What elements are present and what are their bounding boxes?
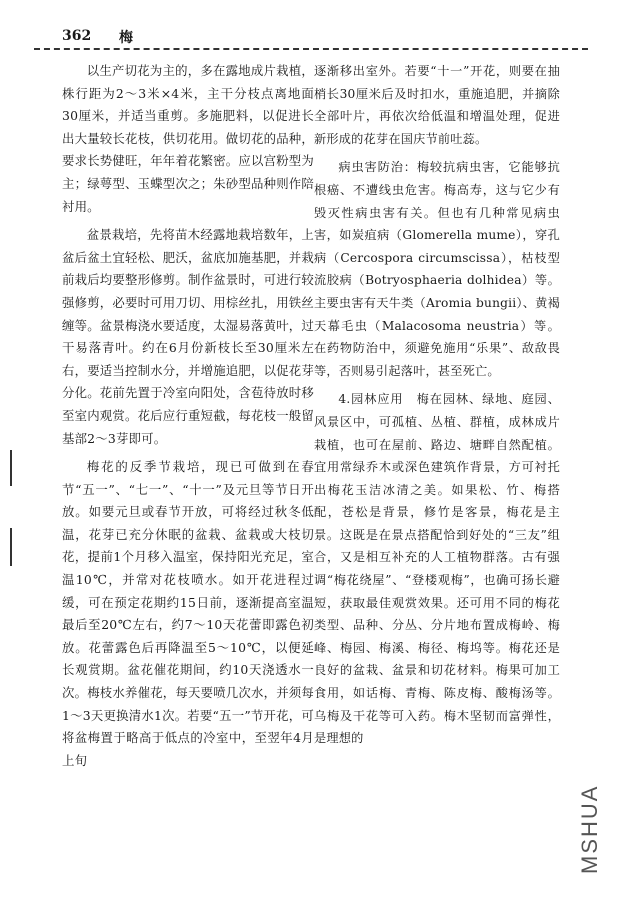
paragraph: 以生产切花为主的，多在露地成片栽植，株行距为2～3米×4米，主干分枝点离地面30厘米，并适当重剪。多施肥料，以促进长出大量较长花枝，供切花用。做切花的品种，要求长势健旺，年年着花繁密。应以宫粉型为主；绿萼型、玉蝶型次之；朱砂型品种则作陪衬用。 [62,63,314,214]
scan-edge-mark [10,528,12,566]
paragraph: 病虫害防治：梅较抗病虫害，它能够抗根癌、不遭线虫危害。梅高寿，这与它少有毁灭性病虫害有关。但也有几种常见病虫害，如炭疽病（Glomerella mume），穿孔病（Cercospora circumscissa），枯枝型流胶病（Botryosphaeria dolhidea）等。主要虫害有天牛类（Aromia bungii）、黄褐天幕毛虫（Malacosoma neustria）等。在药物防治中，须避免施用“乐果”、敌敌畏等，否则易引起落叶，甚至死亡。 [314,160,560,378]
watermark: MSHUA [577,784,602,874]
left-column [62,60,314,778]
page-header [28,26,588,50]
paragraph: 4.园林应用 梅在园林、绿地、庭园、风景区中，可孤植、丛植、群植，成林成片栽植，也可在屋前、路边、塘畔自然配植。宜用常绿乔木或深色建筑作背景，方可衬托出梅花玉洁冰清之美。如果松、竹、梅搭配，苍松是背景，修竹是客景，梅花是主景。这既是在景点搭配恰到好处的“三友”组合，又是相互补充的人工植物群落。古有强调“梅花绕屋”、“登楼观梅”，也确可扬长避短，获取最佳观赏效果。还可用不同的梅花类型、品种、分丛、分片地布置成梅岭、梅峰、梅园、梅溪、梅径、梅坞等。梅花还是良好的盆栽、盆景和切花材料。梅果可加工食用，如话梅、青梅、陈皮梅、酸梅汤等。乌梅及干花等可入药。梅木坚韧而富弹性，是理想的 [314,392,560,746]
paragraph: 盆景栽培，先将苗木经露地栽培数年，上盆后盆土宜轻松、肥沃，盆底加施基肥，并栽前栽后均要整形修剪。制作盆景时，可进行较强修剪，必要时可用刀切、用棕丝扎，用铁丝缠等。盆景梅浇水要适度，太湿易落黄叶，过干易落青叶。约在6月份新枝长至30厘米左右，要适当控制水分，并增施追肥，以促花芽分化。花前先置于冷室向阳处，含苞待放时移至室内观赏。花后应行重短截，每花枝一般留基部2～3芽即可。 [62,227,314,446]
paragraph: 梅花的反季节栽培，现已可做到在春节“五一”、“七一”、“十一”及元旦等节日开放。如要元旦或春节开放，可将经过秋冬低温，花芽已充分休眠的盆栽、盆栽或大枝切花，提前1个月移入温室，保持阳光充足，室温10℃，并常对花枝喷水。如开花进程过缓，可在预定花期约15日前，逐渐提高室温最后至20℃左右，约7～10天花蕾即露色初放。花蕾露色后再降温至5～10℃，以便延长观赏期。盆花催花期间，约10天浇透水一次。梅枝水养催花，每天要喷几次水，并须每1～3天更换清水1次。若要“五一”节开花，可将盆梅置于略高于低点的冷室中，至翌年4月上旬 [62,459,314,768]
header-rule [34,48,588,50]
running-head: 梅 [119,30,133,46]
paragraph: 逐渐移出室外。若要“十一”开花，则要在抽梢长30厘米后及时扣水，重施追肥，并摘除全部叶片，再依次给低温和增温处理，促进新形成的花芽在国庆节前吐蕊。 [314,64,560,146]
scan-edge-mark [10,450,12,486]
right-column [314,60,560,756]
page-number: 362 [62,28,92,44]
